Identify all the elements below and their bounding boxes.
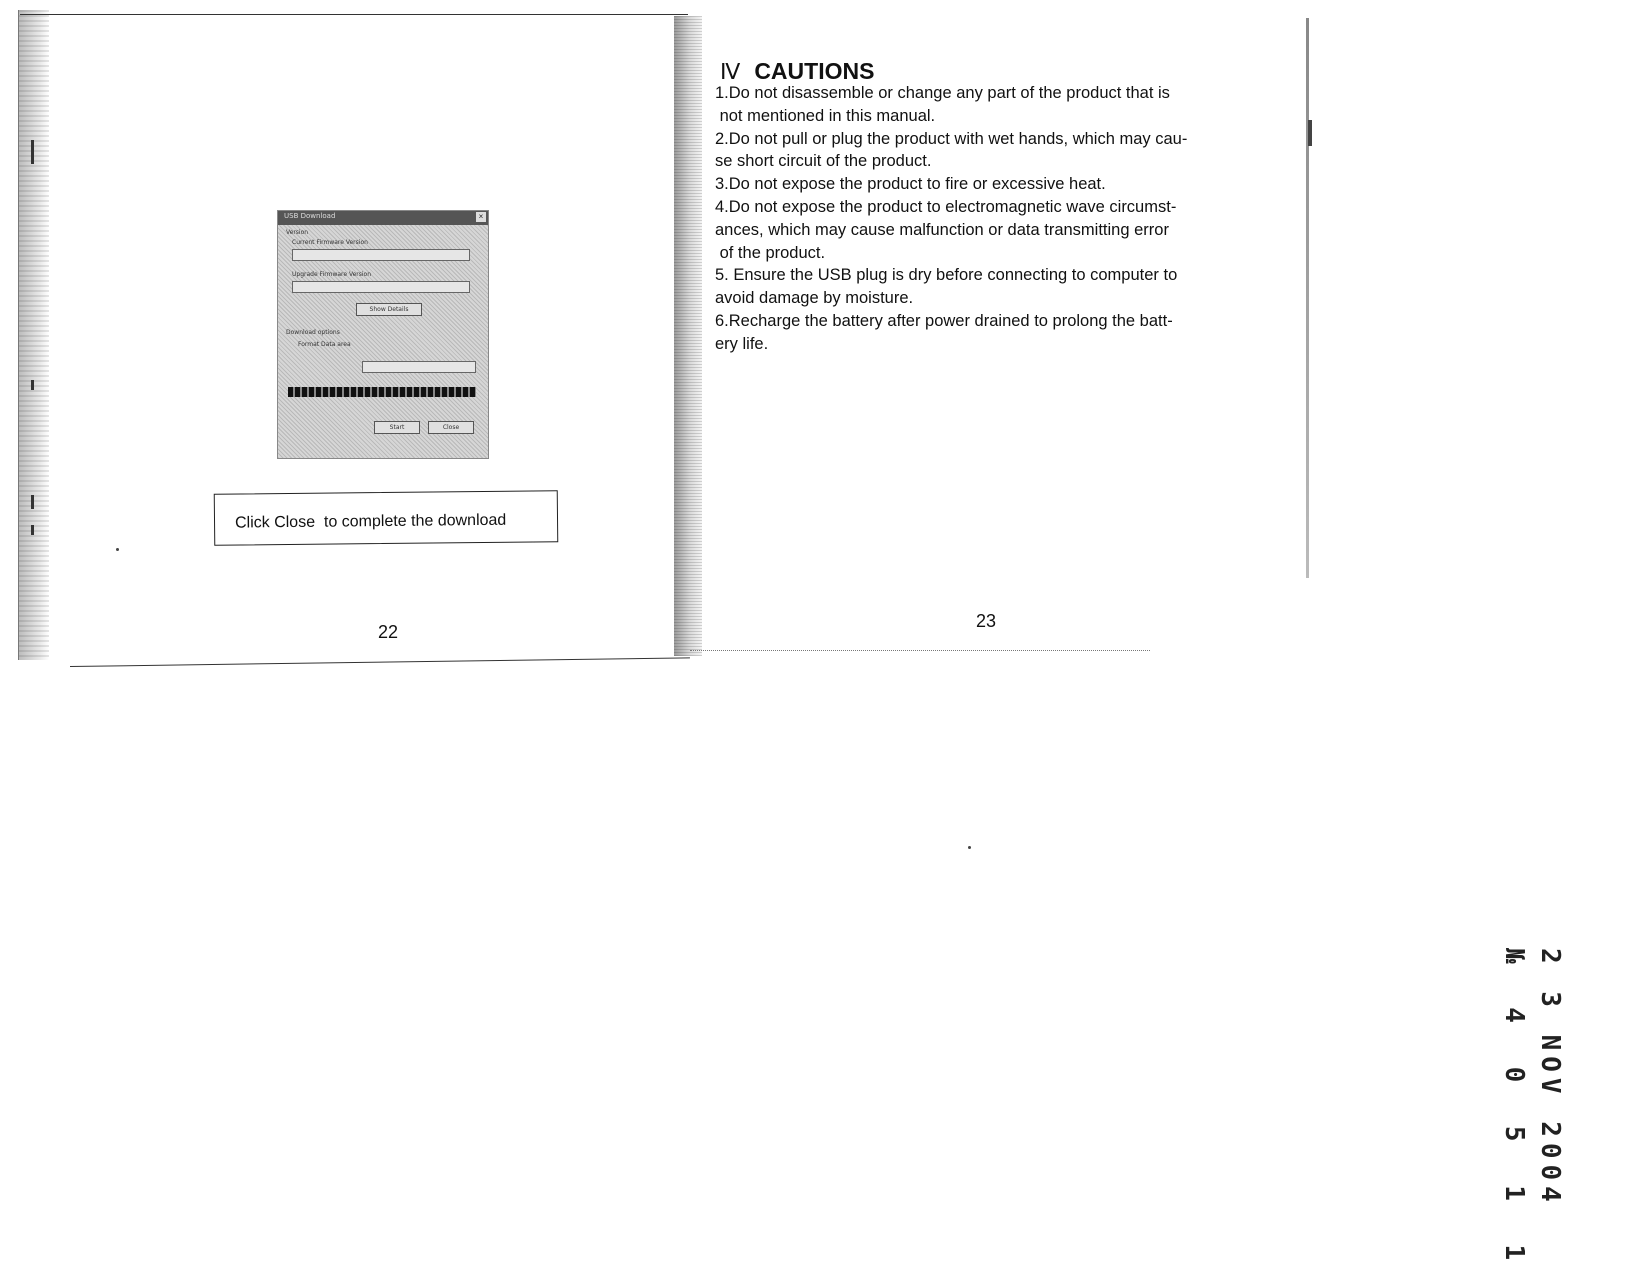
- download-progress-bar: [288, 387, 476, 397]
- right-page-bottom-edge: [690, 650, 1150, 651]
- right-page-edge-mark: [1308, 120, 1312, 146]
- dialog-label-current-firmware: Current Firmware Version: [292, 239, 368, 246]
- dialog-label-format-data: Format Data area: [298, 341, 351, 348]
- caution-line: 4.Do not expose the product to electromagnetic wave circumst-: [715, 197, 1177, 216]
- usb-download-dialog-screenshot: [277, 210, 489, 459]
- caution-line: ery life.: [715, 334, 769, 353]
- section-heading: [720, 58, 874, 85]
- caution-line: 2.Do not pull or plug the product with wet hands, which may cau-: [715, 129, 1188, 148]
- upgrade-firmware-field: [292, 281, 470, 293]
- dialog-label-version: Version: [286, 229, 309, 236]
- caption-text: Click Close to complete the download: [234, 511, 507, 532]
- dialog-label-download-options: Download options: [286, 329, 340, 336]
- caution-line: of the product.: [715, 243, 826, 262]
- caution-line: 5. Ensure the USB plug is dry before connecting to computer to: [715, 266, 1178, 285]
- caution-line: 6.Recharge the battery after power drained to prolong the batt-: [715, 311, 1173, 330]
- caution-line: avoid damage by moisture.: [715, 289, 914, 308]
- stamp-number: № 4 0 5 1 1: [1499, 948, 1529, 1274]
- scan-speck: [968, 846, 971, 849]
- page-number-left: 22: [378, 622, 399, 642]
- caution-line: se short circuit of the product.: [715, 152, 932, 171]
- stamp-date: 2 3 NOV 2004: [1535, 948, 1565, 1208]
- close-button: Close: [428, 421, 474, 434]
- scan-speck: [116, 548, 119, 551]
- right-page-edge: [1306, 18, 1309, 578]
- cautions-list: [715, 82, 1285, 356]
- page-number-right: 23: [976, 611, 997, 631]
- section-number: Ⅳ: [720, 59, 741, 84]
- book-spine: [674, 16, 702, 656]
- start-button: Start: [374, 421, 420, 434]
- dialog-label-upgrade-firmware: Upgrade Firmware Version: [292, 271, 372, 278]
- received-date-stamp: [1499, 948, 1565, 1274]
- caution-line: ances, which may cause malfunction or data transmitting error: [715, 220, 1169, 239]
- left-page: [20, 14, 688, 663]
- dialog-status-field: [362, 361, 476, 373]
- dialog-title: USB Download: [284, 212, 336, 220]
- caution-line: not mentioned in this manual.: [715, 106, 936, 125]
- section-title: CAUTIONS: [754, 58, 875, 84]
- close-icon: ×: [476, 212, 486, 222]
- caution-line: 3.Do not expose the product to fire or excessive heat.: [715, 175, 1106, 194]
- show-details-button: Show Details: [356, 303, 422, 316]
- dialog-titlebar: [278, 211, 488, 225]
- caption-box: [214, 490, 559, 546]
- caution-line: 1.Do not disassemble or change any part of the product that is: [715, 84, 1170, 102]
- current-firmware-field: [292, 249, 470, 261]
